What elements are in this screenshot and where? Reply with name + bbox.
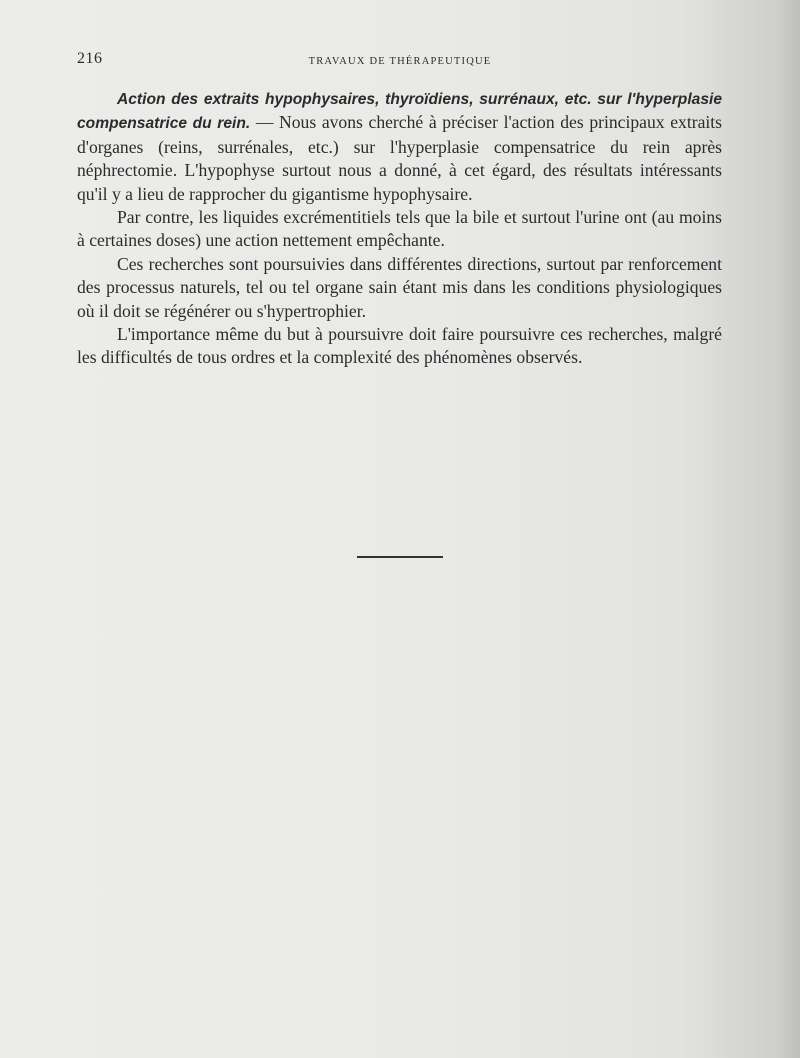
- section-title: Action des extraits hypophysaires, thyroïdiens, surrénaux, etc. sur l'hyperplasie compensatrice du rein.: [77, 91, 722, 133]
- paragraph-3: Ces recherches sont poursuivies dans différentes directions, surtout par renforcement des processus naturels, tel ou tel organe sain étant mis dans les conditions physiologiques où il doit se régénérer ou s'hypertrophier.: [77, 253, 722, 321]
- paragraph-1-text: — Nous avons cherché à préciser l'action des principaux extraits d'organes (reins, surrénales, etc.) sur l'hyperplasie compensatrice du rein après néphrectomie. L'hypophyse surtout nous a donné, à cet égard, des résultats intéressants qu'il y a lieu de rapprocher du gigantisme hypophysaire.: [77, 112, 722, 204]
- running-title: TRAVAUX DE THÉRAPEUTIQUE: [308, 56, 492, 67]
- paragraph-2: Par contre, les liquides excrémentitiels tels que la bile et surtout l'urine ont (au moins à certaines doses) une action nettement empêchante.: [77, 207, 722, 251]
- body-text: [77, 87, 722, 370]
- paragraph-1: [77, 87, 722, 206]
- paragraph-4: L'importance même du but à poursuivre doit faire poursuivre ces recherches, malgré les difficultés de tous ordres et la complexité des phénomènes observés.: [77, 324, 722, 368]
- end-rule-divider: [357, 556, 443, 558]
- page-number: 216: [77, 50, 103, 67]
